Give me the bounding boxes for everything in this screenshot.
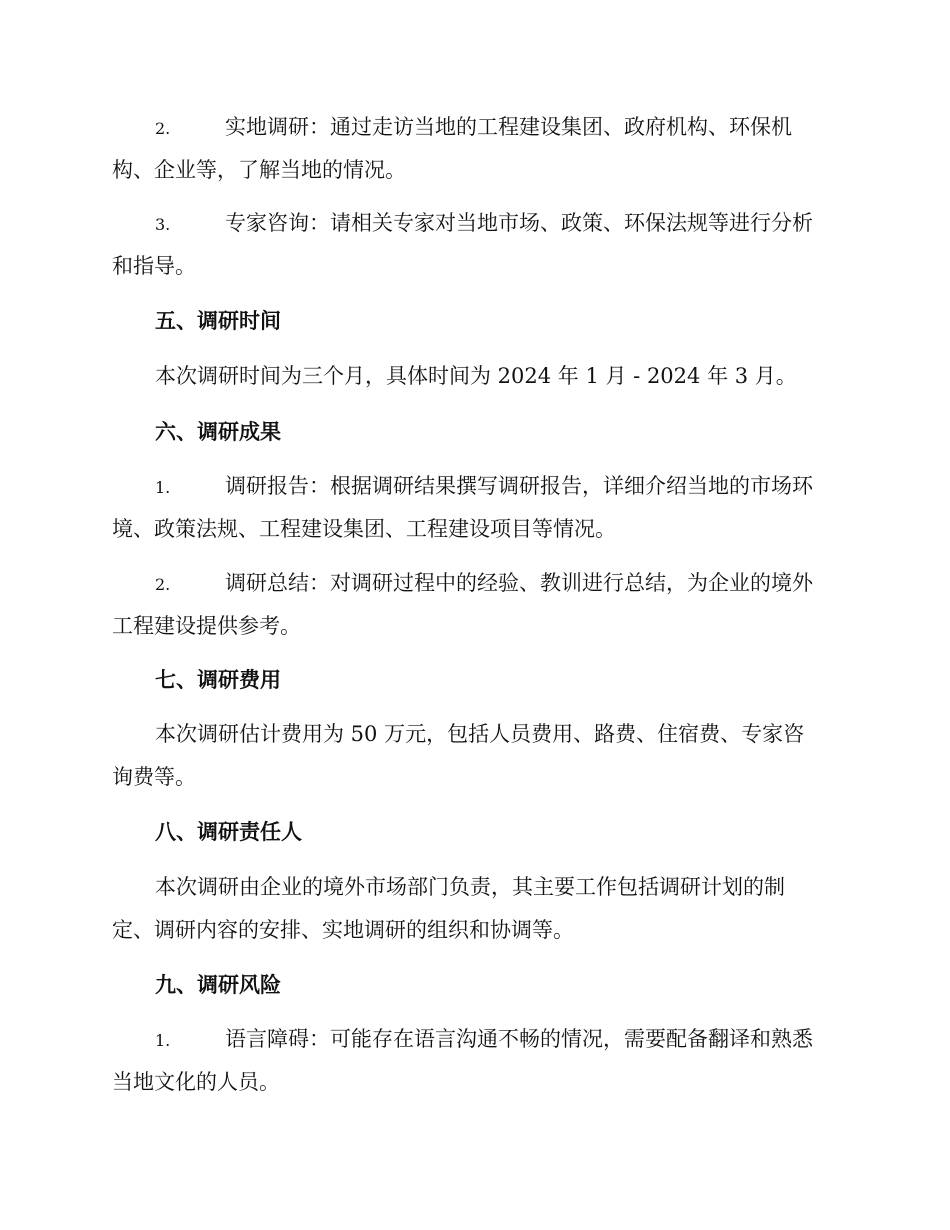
paragraph-text-continued: 询费等。 <box>112 765 196 789</box>
list-item-text-continued: 工程建设提供参考。 <box>112 614 301 638</box>
paragraph <box>112 713 834 799</box>
list-item-text: 语言障碍：可能存在语言沟通不畅的情况，需要配备翻译和熟悉 <box>225 1027 813 1051</box>
list-item-text-continued: 当地文化的人员。 <box>112 1070 280 1094</box>
list-item <box>112 465 834 551</box>
section-heading: 八、调研责任人 <box>155 819 302 844</box>
list-item-number: 1. <box>155 1031 171 1050</box>
list-item-text: 调研报告：根据调研结果撰写调研报告，详细介绍当地的市场环 <box>225 474 813 498</box>
list-item-number: 3. <box>155 215 171 234</box>
section-heading: 七、调研费用 <box>155 667 281 692</box>
list-item-text: 专家咨询：请相关专家对当地市场、政策、环保法规等进行分析 <box>225 211 813 235</box>
paragraph <box>112 355 834 398</box>
paragraph <box>112 866 834 952</box>
list-item <box>112 562 834 648</box>
list-item <box>112 202 834 288</box>
list-item <box>112 106 834 192</box>
paragraph-text-continued: 定、调研内容的安排、实地调研的组织和协调等。 <box>112 918 574 942</box>
paragraph-text: 本次调研估计费用为 50 万元，包括人员费用、路费、住宿费、专家咨 <box>155 722 805 746</box>
list-item-text: 调研总结：对调研过程中的经验、教训进行总结，为企业的境外 <box>225 571 813 595</box>
list-item-text-continued: 构、企业等，了解当地的情况。 <box>112 158 406 182</box>
section-heading: 六、调研成果 <box>155 419 281 444</box>
list-item-number: 1. <box>155 478 171 497</box>
list-item <box>112 1018 834 1104</box>
list-item-text-continued: 境、政策法规、工程建设集团、工程建设项目等情况。 <box>112 517 616 541</box>
section-heading: 五、调研时间 <box>155 308 281 333</box>
list-item-number: 2. <box>155 575 171 594</box>
list-item-number: 2. <box>155 119 171 138</box>
paragraph-text: 本次调研由企业的境外市场部门负责，其主要工作包括调研计划的制 <box>155 875 785 899</box>
list-item-text-continued: 和指导。 <box>112 254 196 278</box>
paragraph-text: 本次调研时间为三个月，具体时间为 2024 年 1 月 - 2024 年 3 月。 <box>155 364 797 388</box>
section-heading: 九、调研风险 <box>155 972 281 997</box>
list-item-text: 实地调研：通过走访当地的工程建设集团、政府机构、环保机 <box>225 115 792 139</box>
